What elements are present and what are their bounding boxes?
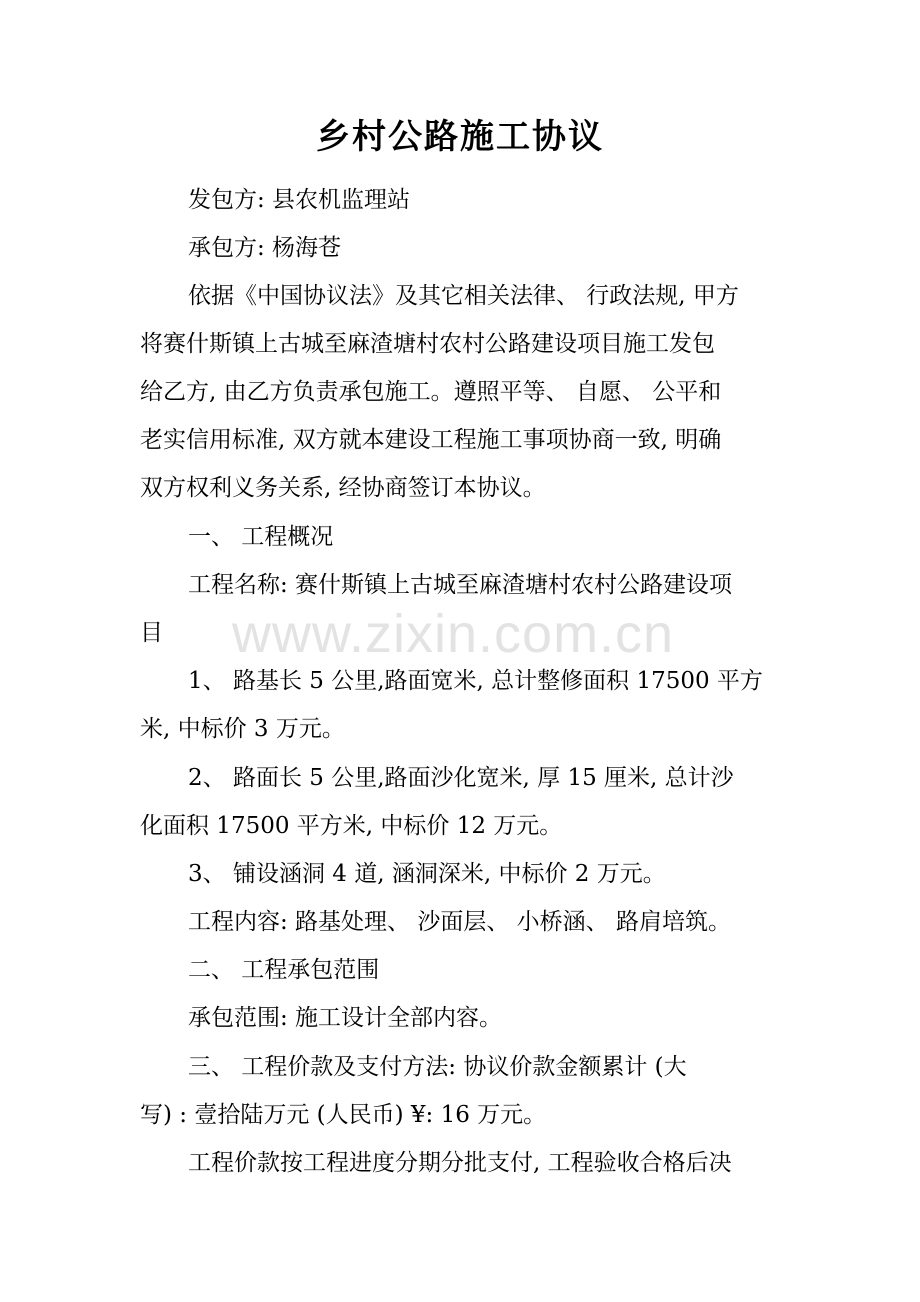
paragraph-line: 老实信用标准, 双方就本建设工程施工事项协商一致, 明确 bbox=[140, 427, 722, 453]
watermark: www.zixin.com.cn bbox=[232, 604, 675, 664]
item-1-line: 米, 中标价 3 万元。 bbox=[140, 716, 345, 742]
party-a-line: 发包方: 县农机监理站 bbox=[188, 187, 411, 213]
section-heading-3: 三、 工程价款及支付方法: 协议价款金额累计 (大 bbox=[188, 1054, 687, 1080]
project-name-line: 工程名称: 赛什斯镇上古城至麻渣塘村农村公路建设项 bbox=[188, 572, 733, 598]
paragraph-line: 给乙方, 由乙方负责承包施工。遵照平等、 自愿、 公平和 bbox=[140, 379, 722, 405]
price-line: 写) : 壹拾陆万元 (人民币) ¥: 16 万元。 bbox=[140, 1102, 547, 1128]
item-3-line: 3、 铺设涵洞 4 道, 涵洞深米, 中标价 2 万元。 bbox=[188, 861, 666, 887]
payment-line: 工程价款按工程进度分期分批支付, 工程验收合格后决 bbox=[188, 1150, 732, 1176]
item-2-line: 化面积 17500 平方米, 中标价 12 万元。 bbox=[140, 813, 563, 839]
work-content-line: 工程内容: 路基处理、 沙面层、 小桥涵、 路肩培筑。 bbox=[188, 909, 731, 935]
party-b-line: 承包方: 杨海苍 bbox=[188, 235, 342, 261]
section-heading-2: 二、 工程承包范围 bbox=[188, 957, 380, 983]
item-2-line: 2、 路面长 5 公里,路面沙化宽米, 厚 15 厘米, 总计沙 bbox=[188, 765, 734, 791]
document-title: 乡村公路施工协议 bbox=[316, 117, 604, 157]
paragraph-line: 依据《中国协议法》及其它相关法律、 行政法规, 甲方 bbox=[188, 283, 739, 309]
paragraph-line: 双方权利义务关系, 经协商签订本协议。 bbox=[140, 475, 546, 501]
paragraph-line: 将赛什斯镇上古城至麻渣塘村农村公路建设项目施工发包 bbox=[140, 331, 715, 357]
scope-line: 承包范围: 施工设计全部内容。 bbox=[188, 1005, 503, 1031]
item-1-line: 1、 路基长 5 公里,路面宽米, 总计整修面积 17500 平方 bbox=[188, 668, 763, 694]
project-name-line: 目 bbox=[140, 620, 163, 646]
section-heading-1: 一、 工程概况 bbox=[188, 524, 334, 550]
